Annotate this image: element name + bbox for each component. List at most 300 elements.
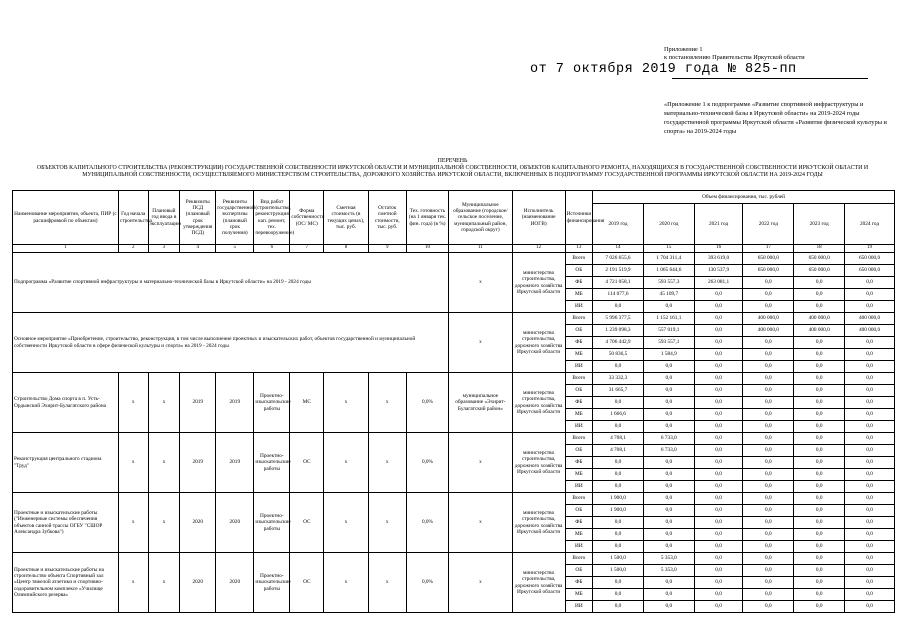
funding-value: 0,0 — [694, 565, 743, 577]
funding-value: 0,0 — [743, 445, 794, 457]
funding-value: 0,0 — [743, 601, 794, 613]
funding-source: ИИ — [565, 481, 593, 493]
funding-value: 0,0 — [794, 301, 845, 313]
row-c6: Проектно-изыскательские работы — [254, 373, 290, 433]
header-year: 2024 год — [845, 204, 895, 245]
funding-value: 0,0 — [694, 289, 743, 301]
funding-value: 1 065 644,6 — [643, 265, 694, 277]
funding-value: 0,0 — [743, 385, 794, 397]
row-c11: х — [449, 553, 513, 613]
funding-value: 0,0 — [743, 421, 794, 433]
row-c11: х — [449, 253, 513, 313]
funding-value: 0,0 — [743, 589, 794, 601]
funding-value: 5 996 377,5 — [593, 313, 644, 325]
funding-source: МБ — [565, 469, 593, 481]
funding-value: 0,0 — [794, 577, 845, 589]
funding-value: 0,0 — [845, 361, 895, 373]
column-number: 19 — [845, 245, 895, 253]
table-row — [13, 553, 895, 565]
header-expertise: Реквизиты государственной экспертизы (плановый срок получения) — [216, 191, 254, 245]
row-name: Реконструкция центрального стадиона "Труд" — [13, 433, 119, 493]
funding-source: МБ — [565, 409, 593, 421]
funding-value: 400 000,0 — [743, 325, 794, 337]
funding-value: 0,0 — [643, 469, 694, 481]
funding-source: ИИ — [565, 541, 593, 553]
table-row — [13, 433, 895, 445]
header-readiness: Тех. готовность (на 1 января тек. фин. года) (в %) — [406, 191, 448, 245]
header-work-type: Вид работ (строительство, реконструкция, кап. ремонт, тех. перевооружение) — [254, 191, 290, 245]
column-numbers-row — [13, 245, 895, 253]
funding-value: 0,0 — [694, 589, 743, 601]
funding-value: 0,0 — [845, 541, 895, 553]
funding-value: 0,0 — [845, 397, 895, 409]
funding-value: 0,0 — [845, 421, 895, 433]
funding-value: 0,0 — [743, 469, 794, 481]
funding-value: 0,0 — [794, 601, 845, 613]
funding-value: 0,0 — [743, 529, 794, 541]
funding-value: 0,0 — [643, 481, 694, 493]
funding-value: 0,0 — [643, 577, 694, 589]
funding-value: 0,0 — [694, 301, 743, 313]
funding-value: 0,0 — [643, 541, 694, 553]
row-c4: 2019 — [180, 433, 216, 493]
funding-source: МБ — [565, 349, 593, 361]
funding-source: МБ — [565, 289, 593, 301]
row-c4: 2020 — [180, 553, 216, 613]
column-number: 18 — [794, 245, 845, 253]
funding-source: ОБ — [565, 385, 593, 397]
row-c4: 2019 — [180, 373, 216, 433]
row-c7: МС — [290, 373, 324, 433]
funding-value: 0,0 — [643, 589, 694, 601]
funding-source: ИИ — [565, 601, 593, 613]
funding-value: 0,0 — [794, 457, 845, 469]
funding-value: 0,0 — [743, 577, 794, 589]
row-name: Подпрограмма «Развитие спортивной инфраструктуры и материально-технической базы в Иркутской области» на 2019 - 2024 годы — [13, 253, 449, 313]
funding-value: 0,0 — [694, 505, 743, 517]
funding-value: 33 332,3 — [593, 373, 644, 385]
row-c5: 2019 — [216, 373, 254, 433]
funding-value: 0,0 — [643, 301, 694, 313]
document-title — [10, 158, 895, 180]
funding-value: 0,0 — [643, 361, 694, 373]
funding-value: 0,0 — [694, 553, 743, 565]
funding-value: 0,0 — [593, 529, 644, 541]
table-body — [13, 253, 895, 613]
column-number: 4 — [180, 245, 216, 253]
funding-value: 0,0 — [694, 313, 743, 325]
funding-value: 0,0 — [794, 289, 845, 301]
funding-value: 45 109,7 — [643, 289, 694, 301]
funding-source: Всего — [565, 553, 593, 565]
funding-value: 0,0 — [794, 277, 845, 289]
funding-value: 5 353,0 — [643, 553, 694, 565]
funding-value: 0,0 — [794, 433, 845, 445]
funding-value: 650 000,0 — [794, 253, 845, 265]
funding-value: 0,0 — [743, 361, 794, 373]
funding-value: 0,0 — [743, 373, 794, 385]
column-number: 12 — [512, 245, 565, 253]
funding-value: 0,0 — [794, 373, 845, 385]
funding-value: 0,0 — [694, 469, 743, 481]
funding-value: 0,0 — [593, 589, 644, 601]
funding-value: 650 000,0 — [794, 265, 845, 277]
header-row-top — [13, 191, 895, 204]
column-number: 1 — [13, 245, 119, 253]
funding-value: 4 708,1 — [593, 433, 644, 445]
row-executor: министерство строительства, дорожного хозяйства Иркутской области — [512, 253, 565, 313]
row-executor: министерство строительства, дорожного хозяйства Иркутской области — [512, 553, 565, 613]
funding-value: 0,0 — [694, 493, 743, 505]
funding-value: 0,0 — [845, 409, 895, 421]
column-number: 7 — [290, 245, 324, 253]
funding-value: 0,0 — [794, 409, 845, 421]
funding-value: 0,0 — [694, 529, 743, 541]
header-psd: Реквизиты ПСД (плановый срок утверждения ПСД) — [180, 191, 216, 245]
funding-value: 0,0 — [794, 397, 845, 409]
header-ownership: Форма собственности (ОС/ МС) — [290, 191, 324, 245]
funding-value: 1 152 161,1 — [643, 313, 694, 325]
table-row — [13, 313, 895, 325]
table-row — [13, 253, 895, 265]
title-heading: ПЕРЕЧЕНЬ — [437, 158, 468, 164]
funding-source: ФБ — [565, 517, 593, 529]
funding-source: ФБ — [565, 457, 593, 469]
header-year: 2020 год — [643, 204, 694, 245]
appendix-block — [664, 46, 884, 62]
funding-value: 4 708,1 — [593, 445, 644, 457]
funding-value: 0,0 — [794, 385, 845, 397]
funding-value: 0,0 — [794, 505, 845, 517]
funding-source: ФБ — [565, 277, 593, 289]
funding-value: 263 081,1 — [694, 277, 743, 289]
row-c11: муниципальное образование «Эхирит-Булагатский район» — [449, 373, 513, 433]
funding-value: 0,0 — [593, 457, 644, 469]
row-c5: 2020 — [216, 553, 254, 613]
funding-value: 0,0 — [794, 469, 845, 481]
header-name: Наименование мероприятия, объекта, ПИР (с расшифровкой по объектам) — [13, 191, 119, 245]
funding-value: 0,0 — [593, 577, 644, 589]
column-number: 3 — [148, 245, 180, 253]
funding-value: 130 537,9 — [694, 265, 743, 277]
funding-value: 0,0 — [593, 601, 644, 613]
header-year: 2023 год — [794, 204, 845, 245]
funding-value: 0,0 — [794, 517, 845, 529]
funding-value: 0,0 — [845, 349, 895, 361]
funding-value: 1 900,0 — [593, 505, 644, 517]
row-c8: х — [324, 553, 368, 613]
row-c10: 0,0% — [406, 493, 448, 553]
funding-value: 0,0 — [743, 301, 794, 313]
column-number: 13 — [565, 245, 593, 253]
column-number: 2 — [118, 245, 148, 253]
funding-value: 0,0 — [593, 541, 644, 553]
funding-value: 0,0 — [794, 337, 845, 349]
funding-value: 0,0 — [845, 601, 895, 613]
funding-value: 0,0 — [794, 349, 845, 361]
row-c2: х — [118, 433, 148, 493]
funding-value: 1 584,9 — [643, 349, 694, 361]
funding-value: 0,0 — [794, 361, 845, 373]
row-c7: ОС — [290, 493, 324, 553]
funding-value: 1 666,6 — [593, 409, 644, 421]
funding-value: 0,0 — [743, 397, 794, 409]
funding-value: 6 733,0 — [643, 433, 694, 445]
funding-value: 400 000,0 — [794, 313, 845, 325]
header-sources: Источники финансирования — [565, 191, 593, 245]
row-c11: х — [449, 493, 513, 553]
header-funding: Объем финансирования, тыс. рублей — [593, 191, 895, 204]
row-c8: х — [324, 373, 368, 433]
funding-source: ОБ — [565, 565, 593, 577]
funding-value: 0,0 — [743, 457, 794, 469]
funding-value: 0,0 — [694, 601, 743, 613]
row-c3: х — [148, 553, 180, 613]
funding-value: 0,0 — [643, 421, 694, 433]
funding-value: 0,0 — [743, 337, 794, 349]
row-c8: х — [324, 493, 368, 553]
funding-value: 1 500,0 — [593, 553, 644, 565]
funding-value: 0,0 — [643, 493, 694, 505]
row-name: Строительство Дома спорта в п. Усть-Ордынский Эхирит-Булагатского района — [13, 373, 119, 433]
funding-value: 1 900,0 — [593, 493, 644, 505]
funding-value: 0,0 — [794, 481, 845, 493]
row-executor: министерство строительства, дорожного хозяйства Иркутской области — [512, 313, 565, 373]
header-estimate: Сметная стоимость (в текущих ценах), тыс. руб. — [324, 191, 368, 245]
row-c9: х — [368, 433, 406, 493]
funding-source: ОБ — [565, 265, 593, 277]
funding-value: 0,0 — [694, 397, 743, 409]
funding-value: 0,0 — [643, 373, 694, 385]
funding-value: 0,0 — [743, 277, 794, 289]
funding-value: 0,0 — [743, 541, 794, 553]
funding-value: 0,0 — [694, 481, 743, 493]
funding-value: 0,0 — [794, 541, 845, 553]
funding-value: 0,0 — [845, 553, 895, 565]
funding-value: 0,0 — [845, 373, 895, 385]
header-commission-year: Плановый год ввода в эксплуатацию — [148, 191, 180, 245]
row-executor: министерство строительства, дорожного хозяйства Иркутской области — [512, 493, 565, 553]
decree-date-number: от 7 октября 2019 года № 825-пп — [530, 62, 797, 77]
funding-value: 0,0 — [845, 445, 895, 457]
funding-value: 0,0 — [743, 349, 794, 361]
row-c9: х — [368, 553, 406, 613]
row-c5: 2019 — [216, 433, 254, 493]
funding-value: 0,0 — [643, 601, 694, 613]
funding-value: 0,0 — [593, 517, 644, 529]
funding-value: 7 026 655,6 — [593, 253, 644, 265]
column-number: 10 — [406, 245, 448, 253]
funding-value: 0,0 — [643, 385, 694, 397]
appendix-title: Приложение 1 — [664, 46, 703, 53]
funding-value: 0,0 — [643, 505, 694, 517]
funding-value: 0,0 — [694, 385, 743, 397]
row-c9: х — [368, 493, 406, 553]
funding-value: 0,0 — [845, 565, 895, 577]
funding-value: 0,0 — [593, 361, 644, 373]
funding-value: 2 191 519,9 — [593, 265, 644, 277]
funding-value: 0,0 — [743, 289, 794, 301]
funding-value: 0,0 — [694, 373, 743, 385]
funding-value: 4 706 442,9 — [593, 337, 644, 349]
funding-value: 393 619,0 — [694, 253, 743, 265]
row-executor: министерство строительства, дорожного хозяйства Иркутской области — [512, 433, 565, 493]
funding-value: 0,0 — [845, 337, 895, 349]
column-number: 11 — [449, 245, 513, 253]
column-number: 16 — [694, 245, 743, 253]
column-number: 8 — [324, 245, 368, 253]
funding-value: 0,0 — [845, 493, 895, 505]
header-executor: Исполнитель (наименование ИОГВ) — [512, 191, 565, 245]
funding-value: 0,0 — [794, 565, 845, 577]
funding-value: 0,0 — [694, 421, 743, 433]
funding-value: 0,0 — [643, 409, 694, 421]
funding-value: 0,0 — [845, 517, 895, 529]
row-c10: 0,0% — [406, 553, 448, 613]
table-row — [13, 493, 895, 505]
row-c9: х — [368, 373, 406, 433]
funding-source: МБ — [565, 529, 593, 541]
funding-value: 0,0 — [643, 517, 694, 529]
funding-source: Всего — [565, 313, 593, 325]
row-c6: Проектно-изыскательские работы — [254, 433, 290, 493]
funding-value: 0,0 — [794, 445, 845, 457]
funding-value: 557 019,1 — [643, 325, 694, 337]
funding-value: 0,0 — [694, 457, 743, 469]
funding-value: 0,0 — [694, 433, 743, 445]
funding-source: ФБ — [565, 397, 593, 409]
funding-value: 50 836,5 — [593, 349, 644, 361]
funding-source: ОБ — [565, 445, 593, 457]
funding-value: 1 704 311,4 — [643, 253, 694, 265]
funding-value: 0,0 — [794, 553, 845, 565]
funding-value: 5 353,0 — [643, 565, 694, 577]
funding-value: 0,0 — [593, 469, 644, 481]
funding-value: 0,0 — [743, 409, 794, 421]
row-c2: х — [118, 373, 148, 433]
column-number: 5 — [216, 245, 254, 253]
row-name: Основное мероприятие «Приобретение, строительство, реконструкция, в том числе выполнение проектных и изыскательских работ, объектов государственной и муниципальной собственности Иркутской области в сфере физической культуры и спорта» на 2019 - 2024 годы — [13, 313, 449, 373]
column-number: 17 — [743, 245, 794, 253]
row-c11: х — [449, 433, 513, 493]
funding-value: 0,0 — [845, 289, 895, 301]
funding-source: Всего — [565, 253, 593, 265]
header-year: 2019 год — [593, 204, 644, 245]
funding-source: ИИ — [565, 421, 593, 433]
funding-value: 0,0 — [593, 397, 644, 409]
funding-value: 0,0 — [794, 529, 845, 541]
row-executor: министерство строительства, дорожного хозяйства Иркутской области — [512, 373, 565, 433]
funding-value: 0,0 — [743, 493, 794, 505]
row-c5: 2020 — [216, 493, 254, 553]
funding-value: 0,0 — [845, 385, 895, 397]
header-municipality: Муниципальное образование (городское/сельское поселение, муниципальный район, городской округ) — [449, 191, 513, 245]
funding-value: 0,0 — [743, 517, 794, 529]
funding-value: 0,0 — [845, 505, 895, 517]
row-c10: 0,0% — [406, 373, 448, 433]
funding-value: 0,0 — [845, 277, 895, 289]
funding-value: 0,0 — [743, 553, 794, 565]
column-number: 6 — [254, 245, 290, 253]
funding-value: 0,0 — [743, 505, 794, 517]
prior-appendix-note: «Приложение 1 к подпрограмме «Развитие спортивной инфраструктуры и материально-технической базы в Иркутской области» на 2019-2024 годы государственной программы Иркутской области «Развитие физической культуры и спорта» на 2019-2024 годы — [664, 101, 887, 135]
funding-source: Всего — [565, 373, 593, 385]
row-c2: х — [118, 553, 148, 613]
funding-source: ИИ — [565, 301, 593, 313]
decree-underline — [672, 78, 868, 79]
funding-value: 400 000,0 — [845, 325, 895, 337]
appendix-reference: к постановлению Правительства Иркутской области — [664, 54, 805, 61]
header-year: 2021 год — [694, 204, 743, 245]
header-year: 2022 год — [743, 204, 794, 245]
funding-value: 650 000,0 — [845, 265, 895, 277]
funding-value: 0,0 — [845, 433, 895, 445]
row-c7: ОС — [290, 553, 324, 613]
row-c6: Проектно-изыскательские работы — [254, 493, 290, 553]
funding-value: 0,0 — [694, 409, 743, 421]
row-c10: 0,0% — [406, 433, 448, 493]
row-c3: х — [148, 493, 180, 553]
column-number: 15 — [643, 245, 694, 253]
row-c3: х — [148, 433, 180, 493]
funding-value: 0,0 — [794, 589, 845, 601]
funding-value: 0,0 — [694, 325, 743, 337]
row-c2: х — [118, 493, 148, 553]
funding-value: 0,0 — [694, 517, 743, 529]
funding-value: 0,0 — [743, 433, 794, 445]
funding-value: 0,0 — [845, 481, 895, 493]
funding-value: 0,0 — [593, 481, 644, 493]
funding-source: ОБ — [565, 505, 593, 517]
funding-value: 0,0 — [794, 493, 845, 505]
row-c6: Проектно-изыскательские работы — [254, 553, 290, 613]
funding-value: 1 239 098,3 — [593, 325, 644, 337]
row-name: Проектные и изыскательские работы на строительство объекта Спортивный зал «Центр тяжелой атлетики и спортивно-оздоровительном комплексе «Училище Олимпийского резерва» — [13, 553, 119, 613]
funding-value: 0,0 — [694, 445, 743, 457]
funding-value: 400 000,0 — [743, 313, 794, 325]
funding-value: 650 000,0 — [743, 265, 794, 277]
funding-value: 4 721 058,1 — [593, 277, 644, 289]
table-row — [13, 373, 895, 385]
row-c8: х — [324, 433, 368, 493]
funding-value: 650 000,0 — [845, 253, 895, 265]
funding-value: 593 557,3 — [643, 277, 694, 289]
objects-table — [12, 190, 895, 613]
funding-value: 0,0 — [845, 589, 895, 601]
funding-value: 0,0 — [643, 397, 694, 409]
funding-value: 0,0 — [694, 361, 743, 373]
row-c4: 2020 — [180, 493, 216, 553]
funding-source: Всего — [565, 493, 593, 505]
funding-value: 1 500,0 — [593, 565, 644, 577]
funding-value: 0,0 — [845, 301, 895, 313]
funding-source: МБ — [565, 589, 593, 601]
funding-source: Всего — [565, 433, 593, 445]
header-remaining: Остаток сметной стоимости, тыс. руб. — [368, 191, 406, 245]
funding-source: ИИ — [565, 361, 593, 373]
funding-value: 0,0 — [593, 421, 644, 433]
funding-value: 400 000,0 — [794, 325, 845, 337]
funding-value: 114 077,6 — [593, 289, 644, 301]
column-number: 9 — [368, 245, 406, 253]
header-start-year: Год начала строительства — [118, 191, 148, 245]
funding-source: ФБ — [565, 337, 593, 349]
funding-value: 0,0 — [845, 529, 895, 541]
funding-value: 0,0 — [794, 421, 845, 433]
funding-value: 0,0 — [643, 529, 694, 541]
funding-value: 0,0 — [743, 565, 794, 577]
funding-value: 0,0 — [694, 577, 743, 589]
